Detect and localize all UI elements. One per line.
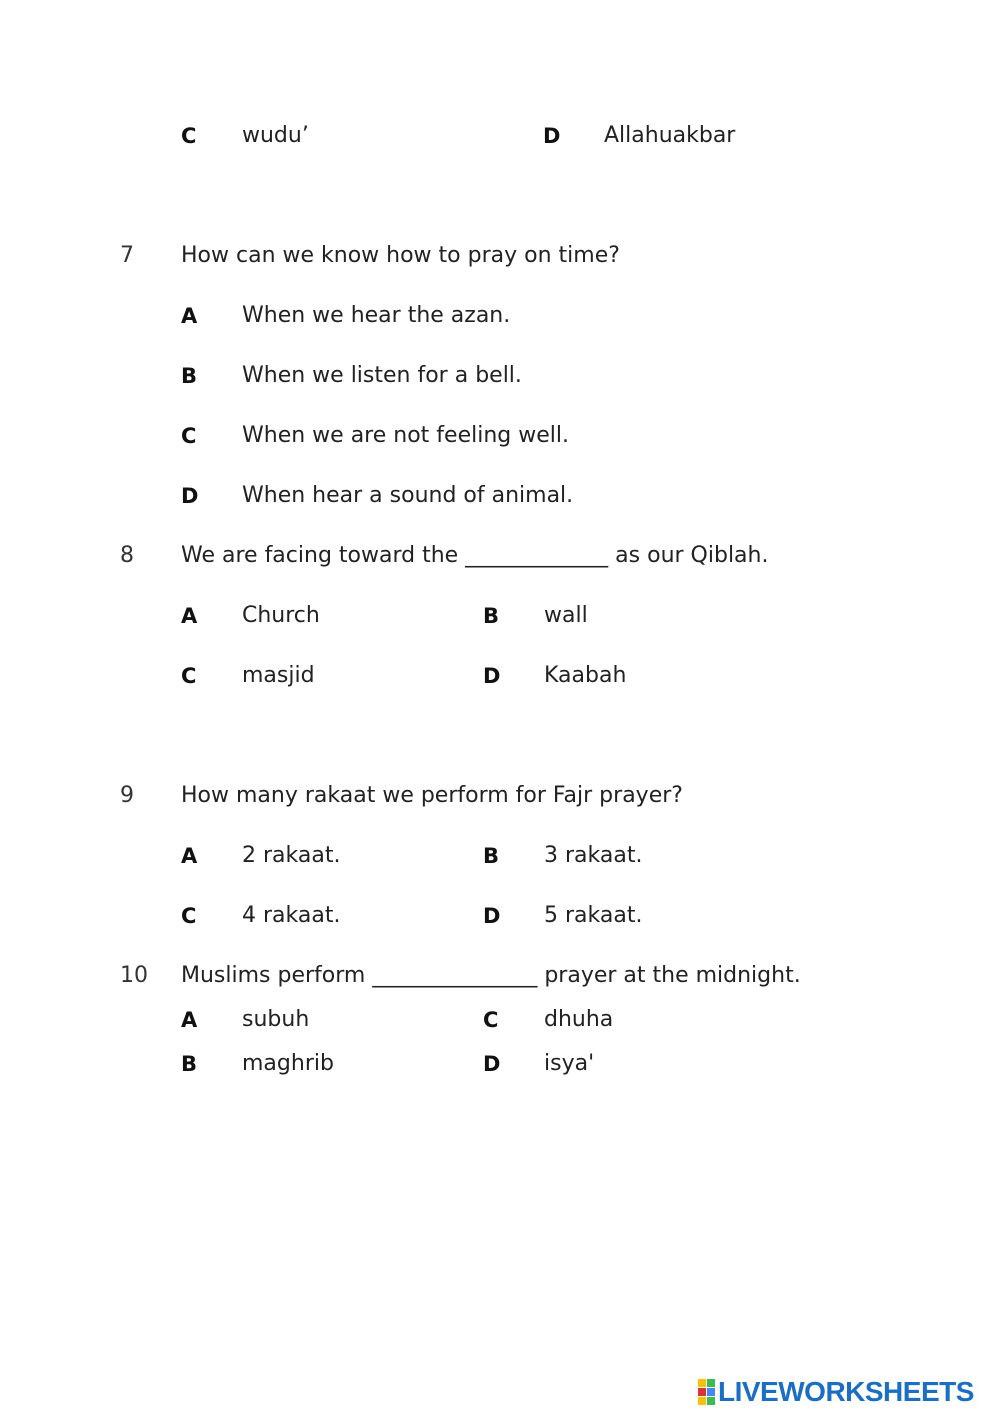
logo-square-2 bbox=[707, 1379, 715, 1387]
q10-option-d-text: isya' bbox=[544, 1051, 595, 1076]
logo-square-4 bbox=[707, 1388, 715, 1396]
q8-option-c-text: masjid bbox=[242, 663, 315, 688]
logo-square-1 bbox=[698, 1379, 706, 1387]
q9-text: How many rakaat we perform for Fajr prayer? bbox=[181, 783, 683, 808]
q10-text: Muslims perform _______________ prayer at the midnight. bbox=[181, 963, 801, 988]
q8-option-a-text: Church bbox=[242, 603, 320, 628]
liveworksheets-wordmark: LIVEWORKSHEETS bbox=[718, 1376, 974, 1407]
q10-option-a-text: subuh bbox=[242, 1007, 310, 1032]
q9-option-b-letter: B bbox=[483, 844, 500, 868]
q7-option-a-text: When we hear the azan. bbox=[242, 303, 511, 328]
logo-square-6 bbox=[707, 1397, 715, 1405]
q9-number: 9 bbox=[120, 783, 134, 808]
q9-option-a-letter: A bbox=[181, 844, 198, 868]
q7-option-a-letter: A bbox=[181, 304, 198, 328]
q9-option-c-letter: C bbox=[181, 904, 197, 928]
q7-option-c-letter: C bbox=[181, 424, 197, 448]
q7-option-d-letter: D bbox=[181, 484, 199, 508]
q7-option-d-text: When hear a sound of animal. bbox=[242, 483, 574, 508]
q9-option-d-letter: D bbox=[483, 904, 501, 928]
q10-option-b-text: maghrib bbox=[242, 1051, 334, 1076]
q8-option-d-letter: D bbox=[483, 664, 501, 688]
logo-square-5 bbox=[698, 1397, 706, 1405]
q9-option-d-text: 5 rakaat. bbox=[544, 903, 643, 928]
q9-option-a-text: 2 rakaat. bbox=[242, 843, 341, 868]
logo-square-3 bbox=[698, 1388, 706, 1396]
q9-option-c-text: 4 rakaat. bbox=[242, 903, 341, 928]
q10-number: 10 bbox=[120, 963, 148, 988]
q8-option-d-text: Kaabah bbox=[544, 663, 627, 688]
q8-option-b-text: wall bbox=[544, 603, 588, 628]
q8-option-a-letter: A bbox=[181, 604, 198, 628]
q9-option-b-text: 3 rakaat. bbox=[544, 843, 643, 868]
q8-text: We are facing toward the _____________ as our Qiblah. bbox=[181, 543, 769, 568]
q8-option-c-letter: C bbox=[181, 664, 197, 688]
q7-option-b-text: When we listen for a bell. bbox=[242, 363, 522, 388]
q7-option-b-letter: B bbox=[181, 364, 198, 388]
q6-option-c-letter: C bbox=[181, 124, 197, 148]
q10-option-b-letter: B bbox=[181, 1052, 198, 1076]
q7-option-c-text: When we are not feeling well. bbox=[242, 423, 569, 448]
q10-option-c-text: dhuha bbox=[544, 1007, 614, 1032]
q8-number: 8 bbox=[120, 543, 134, 568]
q6-option-d-letter: D bbox=[543, 124, 561, 148]
q6-option-c-text: wudu’ bbox=[242, 123, 309, 148]
q10-option-a-letter: A bbox=[181, 1008, 198, 1032]
q10-option-d-letter: D bbox=[483, 1052, 501, 1076]
q7-number: 7 bbox=[120, 243, 134, 268]
q10-option-c-letter: C bbox=[483, 1008, 499, 1032]
liveworksheets-logo-icon bbox=[698, 1379, 715, 1405]
q7-text: How can we know how to pray on time? bbox=[181, 243, 620, 268]
q8-option-b-letter: B bbox=[483, 604, 500, 628]
liveworksheets-brand bbox=[698, 1378, 974, 1406]
q6-option-d-text: Allahuakbar bbox=[604, 123, 736, 148]
